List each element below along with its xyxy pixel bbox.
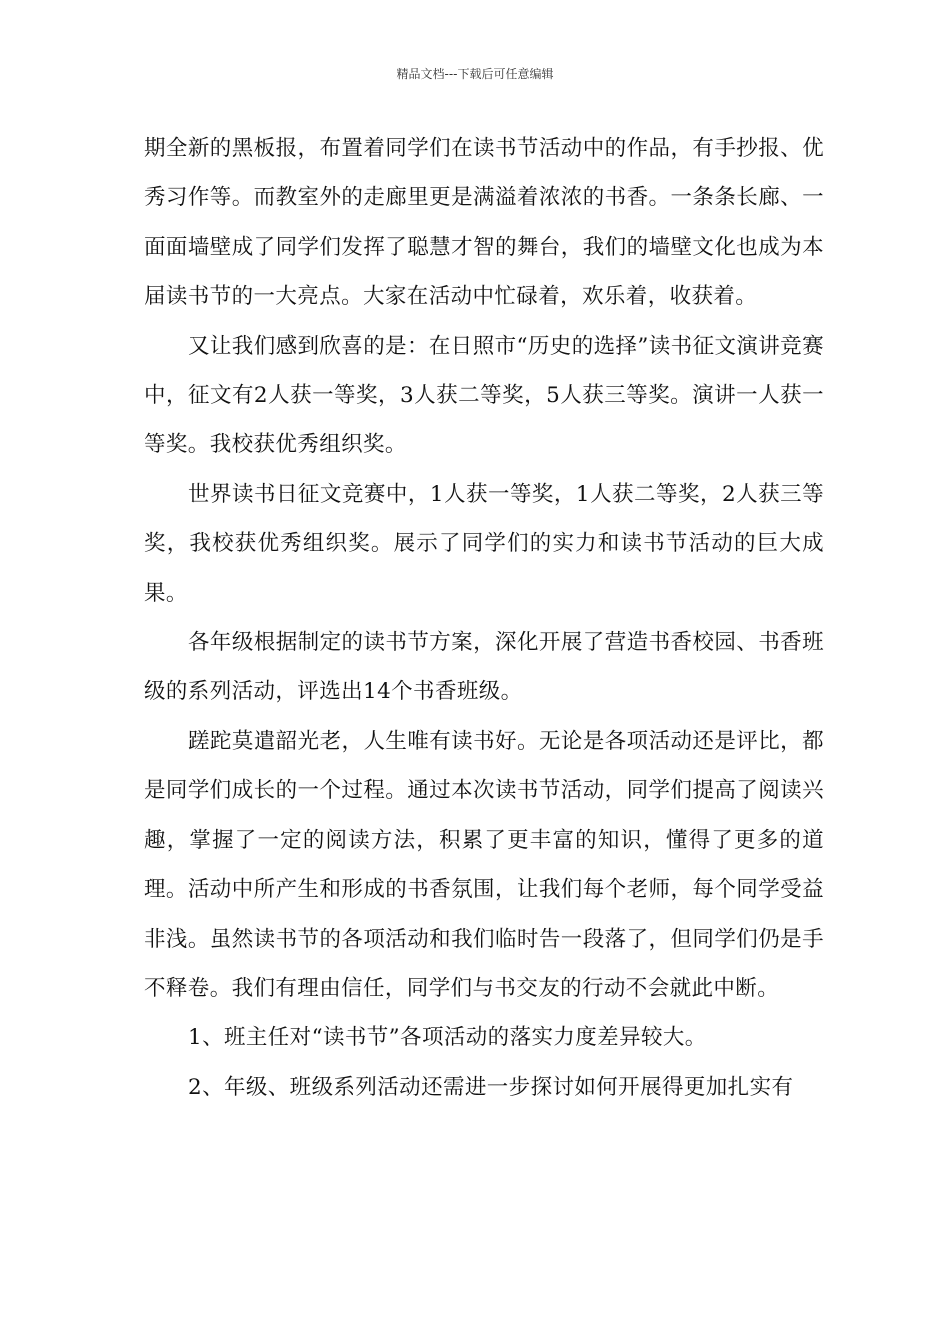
list-item-2: 2、年级、班级系列活动还需进一步探讨如何开展得更加扎实有 <box>188 1074 794 1100</box>
paragraph-4: 各年级根据制定的读书节方案，深化开展了营造书香校园、书香班级的系列活动，评选出14个书香班级。 <box>144 630 824 705</box>
list-item-1: 1、班主任对“读书节”各项活动的落实力度差异较大。 <box>188 1025 707 1051</box>
paragraph-3: 世界读书日征文竞赛中，1人获一等奖，1人获二等奖，2人获三等奖，我校获优秀组织奖。展示了同学们的实力和读书节活动的巨大成果。 <box>144 481 824 606</box>
paragraph-1: 期全新的黑板报，布置着同学们在读书节活动中的作品，有手抄报、优秀习作等。而教室外的走廊里更是满溢着浓浓的书香。一条条长廊、一面面墙壁成了同学们发挥了聪慧才智的舞台，我们的墙壁文化也成为本届读书节的一大亮点。大家在活动中忙碌着，欢乐着，收获着。 <box>144 136 824 310</box>
paragraph-2: 又让我们感到欣喜的是：在日照市“历史的选择”读书征文演讲竞赛中，征文有2人获一等奖，3人获二等奖，5人获三等奖。演讲一人获一等奖。我校获优秀组织奖。 <box>144 333 824 458</box>
document-body <box>144 124 824 1112</box>
paragraph-5: 蹉跎莫遣韶光老，人生唯有读书好。无论是各项活动还是评比，都是同学们成长的一个过程。通过本次读书节活动，同学们提高了阅读兴趣，掌握了一定的阅读方法，积累了更丰富的知识，懂得了更多的道理。活动中所产生和形成的书香氛围，让我们每个老师，每个同学受益非浅。虽然读书节的各项活动和我们临时告一段落了，但同学们仍是手不释卷。我们有理由信任，同学们与书交友的行动不会就此中断。 <box>144 728 824 1001</box>
page-header: 精品文档---下载后可任意编辑 <box>396 67 554 81</box>
